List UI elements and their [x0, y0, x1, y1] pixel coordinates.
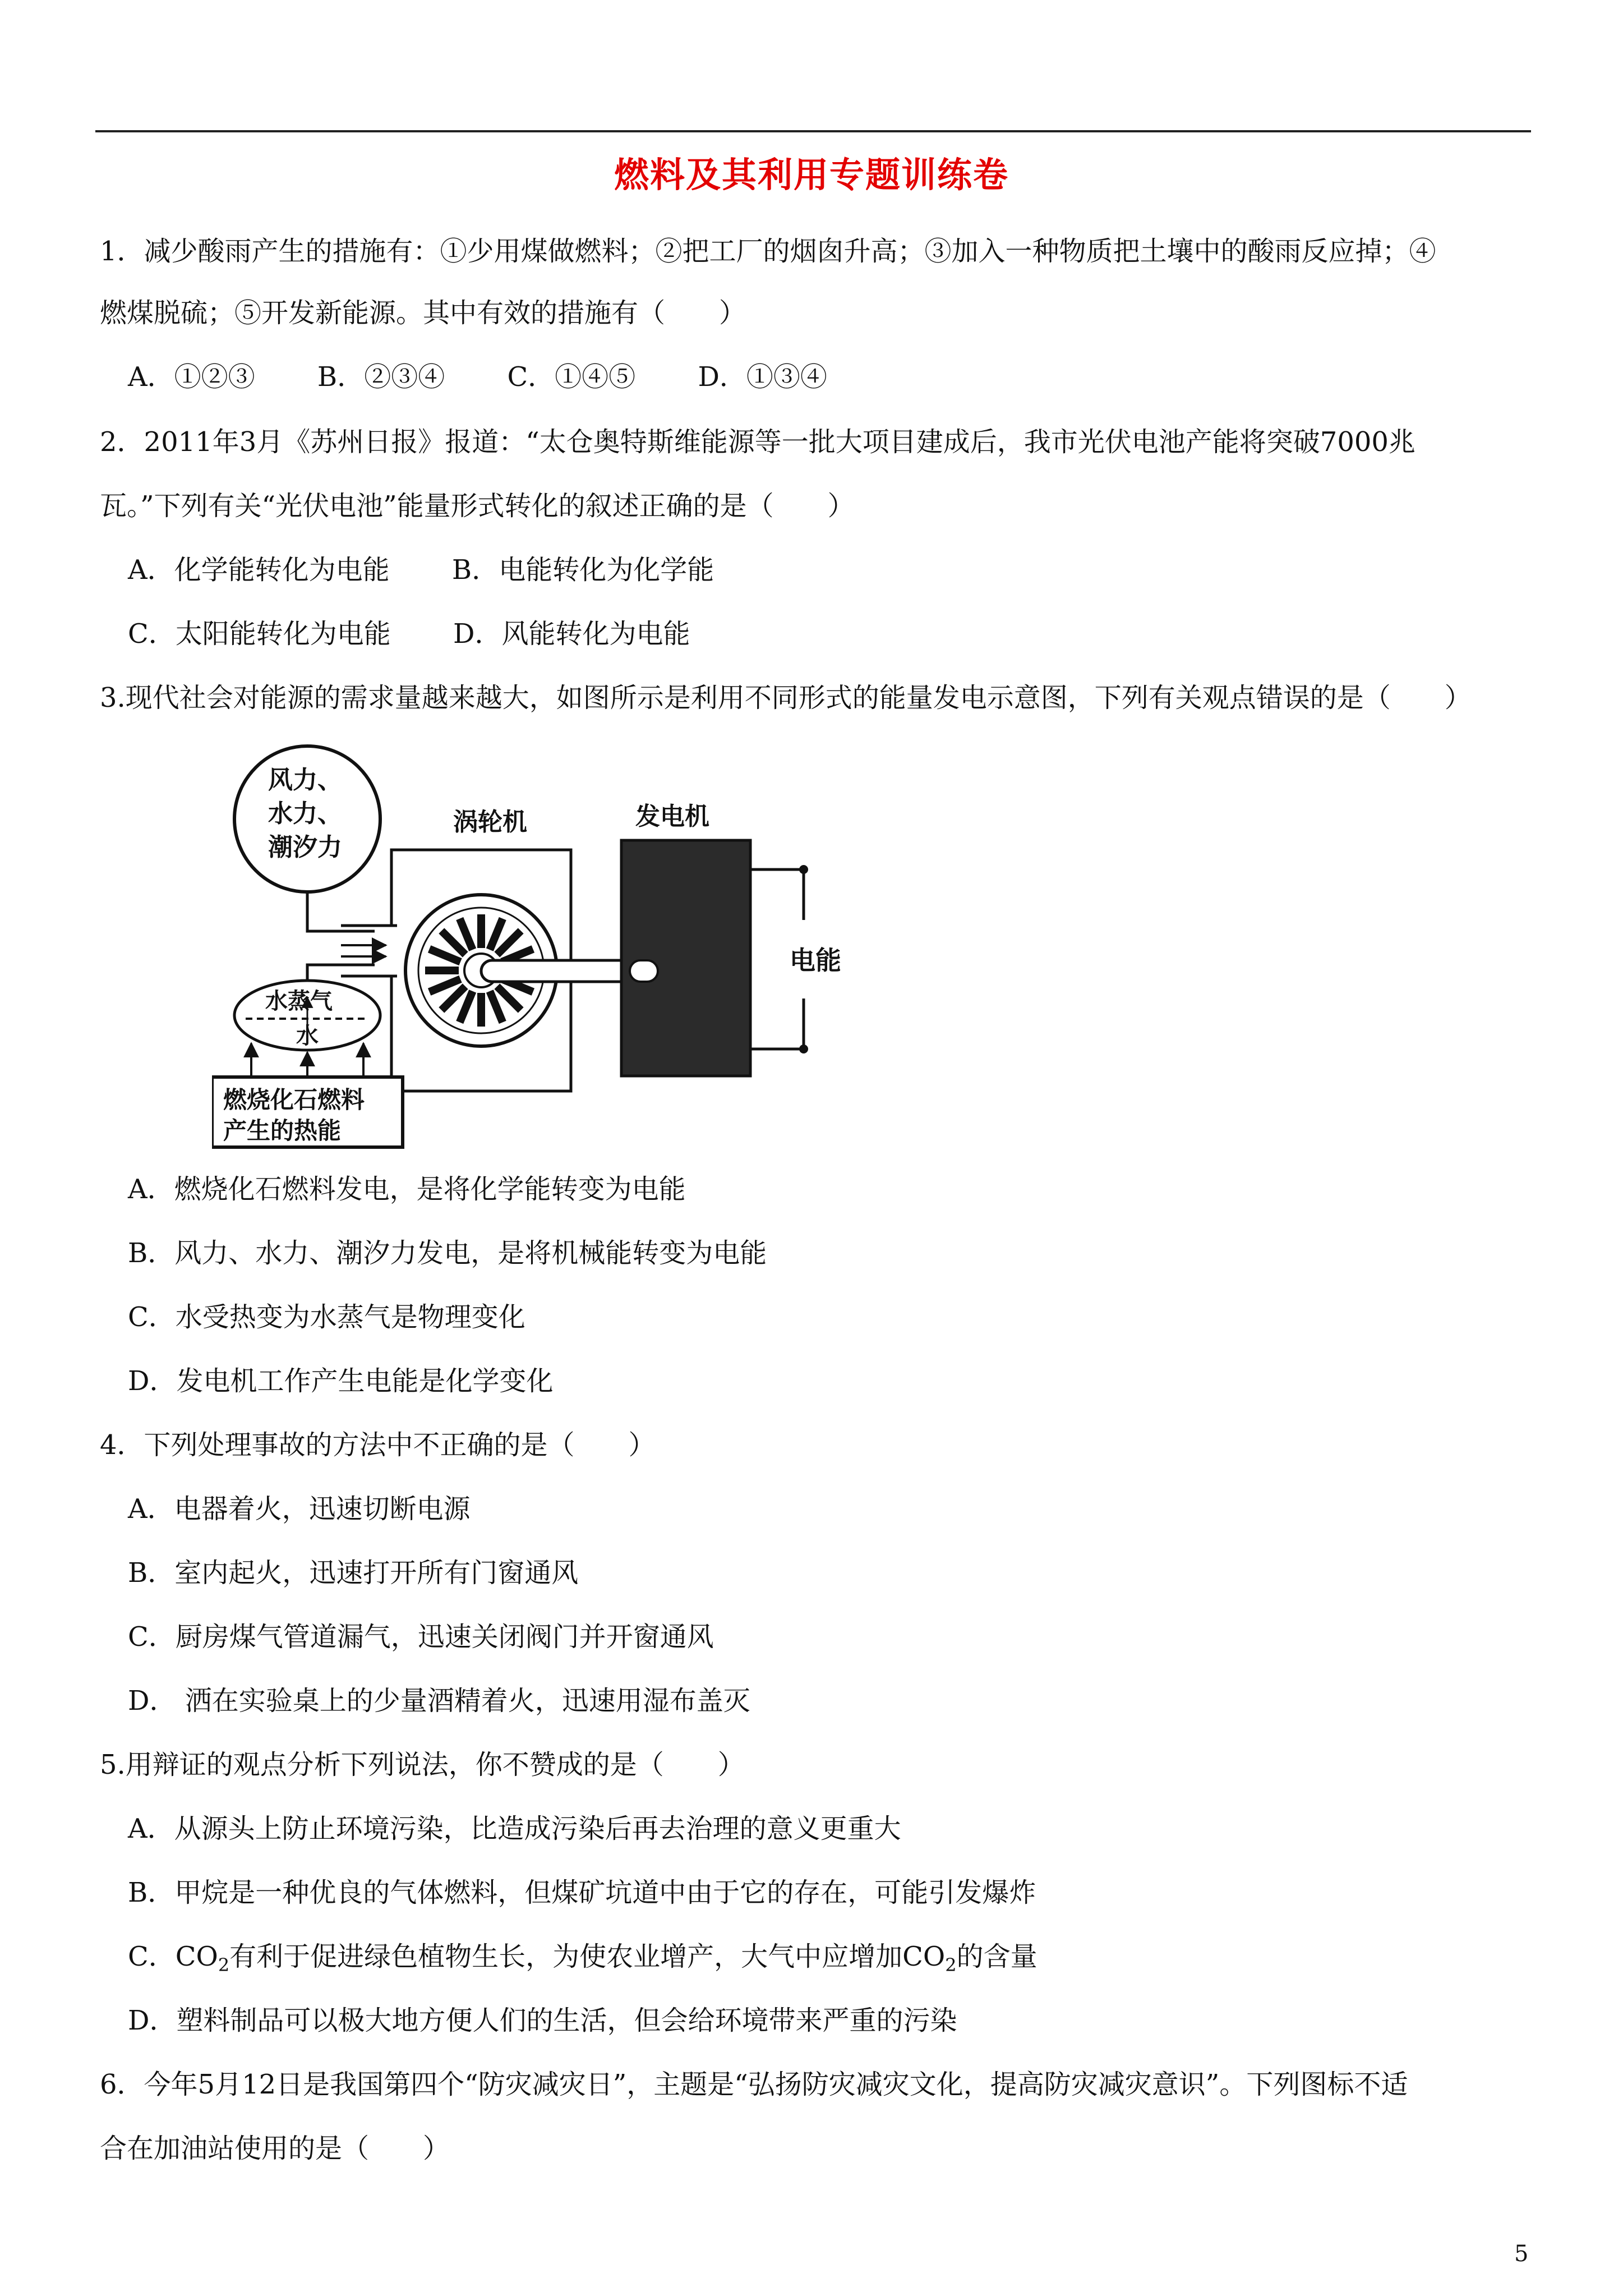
question-1-stem-line-1: 1．减少酸雨产生的措施有：①少用煤做燃料；②把工厂的烟囱升高；③加入一种物质把土壤中的酸雨反应掉；④	[100, 236, 1436, 267]
option-c-suffix: 的含量	[956, 1941, 1038, 1972]
question-3-option-d: D．发电机工作产生电能是化学变化	[128, 1365, 554, 1397]
generator-label: 发电机	[635, 802, 709, 831]
question-5-stem: 5.用辩证的观点分析下列说法，你不赞成的是（ ）	[100, 1749, 745, 1780]
power-generation-diagram	[212, 735, 868, 1150]
question-1-options: A．①②③ B．②③④ C．①④⑤ D．①③④	[128, 361, 827, 393]
steam-label: 水蒸气	[265, 988, 333, 1014]
generator-block	[621, 840, 750, 1076]
terminal-top	[799, 865, 808, 874]
question-5-option-b: B．甲烷是一种优良的气体燃料，但煤矿坑道中由于它的存在，可能引发爆炸	[128, 1877, 1036, 1908]
option-c-middle: 有利于促进绿色植物生长，为使农业增产，大气中应增加CO	[229, 1941, 946, 1972]
question-6-stem-line-1: 6．今年5月12日是我国第四个“防灾减灾日”，主题是“弘扬防灾减灾文化，提高防灾减灾意识”。下列图标不适	[100, 2069, 1408, 2100]
question-2-stem-line-2: 瓦。”下列有关“光伏电池”能量形式转化的叙述正确的是（ ）	[100, 490, 855, 522]
steam-feed-line	[307, 965, 375, 982]
question-4-option-d: D． 洒在实验桌上的少量酒精着火，迅速用湿布盖灭	[128, 1685, 750, 1717]
co2-subscript-2: 2	[945, 1954, 957, 1976]
turbine-label: 涡轮机	[453, 808, 527, 836]
question-5-option-d: D．塑料制品可以极大地方便人们的生活，但会给环境带来严重的污染	[128, 2005, 957, 2036]
circle-label-3: 潮汐力	[268, 833, 342, 862]
heat-box-line-2: 产生的热能	[223, 1117, 342, 1144]
page-number: 5	[1514, 2241, 1529, 2267]
water-label: 水	[296, 1023, 319, 1049]
question-5-option-a: A．从源头上防止环境污染，比造成污染后再去治理的意义更重大	[128, 1813, 901, 1844]
heat-box-line-1: 燃烧化石燃料	[223, 1086, 365, 1114]
question-2-options-line-2: C．太阳能转化为电能 D．风能转化为电能	[128, 618, 690, 650]
question-6-stem-line-2: 合在加油站使用的是（ ）	[100, 2133, 450, 2164]
header-rule	[95, 130, 1531, 132]
generator-shaft-end	[630, 960, 658, 982]
question-5-option-c	[128, 1940, 1038, 1982]
co2-subscript-1: 2	[218, 1954, 230, 1976]
question-1-stem-line-2: 燃煤脱硫；⑤开发新能源。其中有效的措施有（ ）	[100, 297, 746, 329]
question-3-option-c: C．水受热变为水蒸气是物理变化	[128, 1301, 525, 1333]
page-title: 燃料及其利用专题训练卷	[614, 154, 1009, 195]
question-3-option-a: A．燃烧化石燃料发电，是将化学能转变为电能	[128, 1174, 686, 1205]
circle-label-1: 风力、	[268, 766, 342, 794]
question-4-option-b: B．室内起火，迅速打开所有门窗通风	[128, 1557, 579, 1589]
question-4-option-c: C．厨房煤气管道漏气，迅速关闭阀门并开窗通风	[128, 1621, 714, 1653]
question-2-options-line-1: A．化学能转化为电能 B．电能转化为化学能	[128, 554, 714, 586]
question-2-stem-line-1: 2．2011年3月《苏州日报》报道：“太仓奥特斯维能源等一批大项目建成后，我市光伏电池产能将突破7000兆	[100, 426, 1415, 458]
electric-energy-label: 电能	[790, 945, 841, 976]
circle-label-2: 水力、	[268, 799, 342, 828]
terminal-bottom	[799, 1045, 808, 1053]
question-4-stem: 4．下列处理事故的方法中不正确的是（ ）	[100, 1429, 656, 1461]
turbine-inlet-mask	[386, 926, 397, 976]
question-3-stem: 3.现代社会对能源的需求量越来越大，如图所示是利用不同形式的能量发电示意图，下列有关观点错误的是（ ）	[100, 682, 1472, 714]
option-c-prefix: C．CO	[128, 1941, 218, 1972]
question-4-option-a: A．电器着火，迅速切断电源	[128, 1493, 471, 1525]
question-3-option-b: B．风力、水力、潮汐力发电，是将机械能转变为电能	[128, 1237, 767, 1269]
